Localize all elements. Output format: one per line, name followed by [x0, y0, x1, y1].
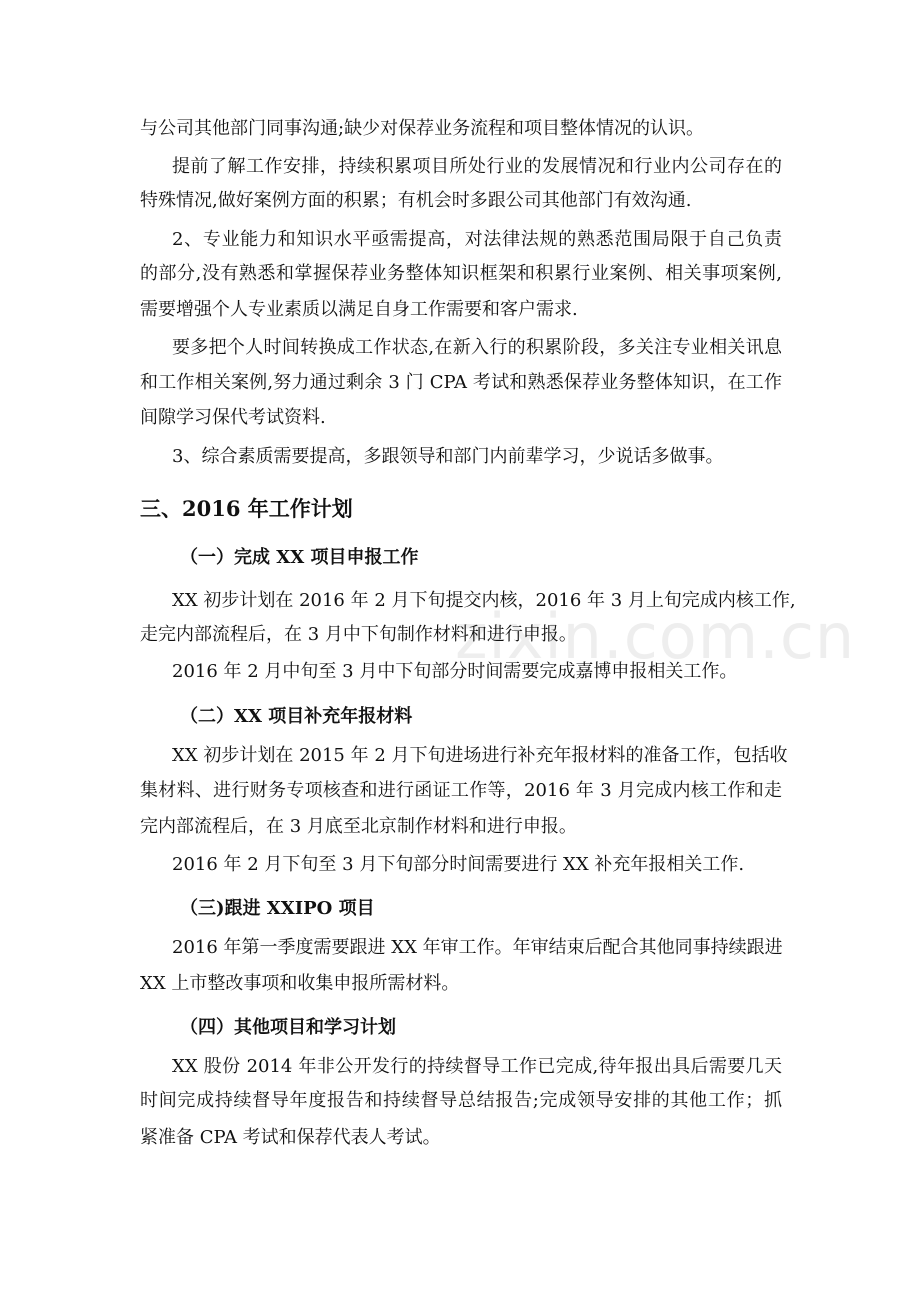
paragraph-line: 3、综合素质需要提高，多跟领导和部门内前辈学习，少说话多做事。	[172, 446, 724, 467]
paragraph-line: 提前了解工作安排，持续积累项目所处行业的发展情况和行业内公司存在的	[172, 156, 782, 177]
paragraph-line: 需要增强个人专业素质以满足自身工作需要和客户需求.	[140, 299, 578, 320]
paragraph-line: 的部分,没有熟悉和掌握保荐业务整体知识框架和积累行业案例、相关事项案例,	[140, 263, 782, 284]
paragraph-line: XX 初步计划在 2015 年 2 月下旬进场进行补充年报材料的准备工作，包括收	[172, 745, 788, 766]
paragraph-line: 特殊情况,做好案例方面的积累；有机会时多跟公司其他部门有效沟通.	[140, 190, 692, 211]
subsection-heading: （二）XX 项目补充年报材料	[180, 706, 413, 727]
subsection-heading: （三)跟进 XXIPO 项目	[180, 898, 375, 919]
subsection-heading: （四）其他项目和学习计划	[180, 1017, 396, 1038]
paragraph-line: 和工作相关案例,努力通过剩余 3 门 CPA 考试和熟悉保荐业务整体知识，在工作	[140, 372, 782, 393]
paragraph-line: 集材料、进行财务专项核查和进行函证工作等，2016 年 3 月完成内核工作和走	[140, 780, 782, 801]
paragraph-line: XX 初步计划在 2016 年 2 月下旬提交内核，2016 年 3 月上旬完成内核工作,	[172, 590, 796, 611]
paragraph-line: 2016 年 2 月中旬至 3 月中下旬部分时间需要完成嘉博申报相关工作。	[172, 661, 738, 682]
paragraph-line: 走完内部流程后，在 3 月中下旬制作材料和进行申报。	[140, 624, 577, 645]
watermark: zixin.com.cn	[455, 600, 856, 673]
paragraph-line: 紧准备 CPA 考试和保荐代表人考试。	[140, 1127, 441, 1148]
paragraph-line: 间隙学习保代考试资料.	[140, 407, 326, 428]
paragraph-line: 与公司其他部门同事沟通;缺少对保荐业务流程和项目整体情况的认识。	[140, 118, 705, 139]
paragraph-line: XX 上市整改事项和收集申报所需材料。	[140, 973, 460, 994]
paragraph-line: 2016 年第一季度需要跟进 XX 年审工作。年审结束后配合其他同事持续跟进	[172, 937, 783, 958]
section-heading: 三、2016 年工作计划	[140, 496, 353, 521]
paragraph-line: 完内部流程后，在 3 月底至北京制作材料和进行申报。	[140, 816, 577, 837]
paragraph-line: 2016 年 2 月下旬至 3 月下旬部分时间需要进行 XX 补充年报相关工作.	[172, 854, 745, 875]
paragraph-line: 要多把个人时间转换成工作状态,在新入行的积累阶段，多关注专业相关讯息	[172, 337, 782, 358]
paragraph-line: 2、专业能力和知识水平亟需提高，对法律法规的熟悉范围局限于自己负责	[172, 229, 782, 250]
paragraph-line: XX 股份 2014 年非公开发行的持续督导工作已完成,待年报出具后需要几天	[172, 1056, 782, 1077]
paragraph-line: 时间完成持续督导年度报告和持续督导总结报告;完成领导安排的其他工作；抓	[140, 1090, 782, 1111]
subsection-heading: （一）完成 XX 项目申报工作	[180, 547, 419, 568]
